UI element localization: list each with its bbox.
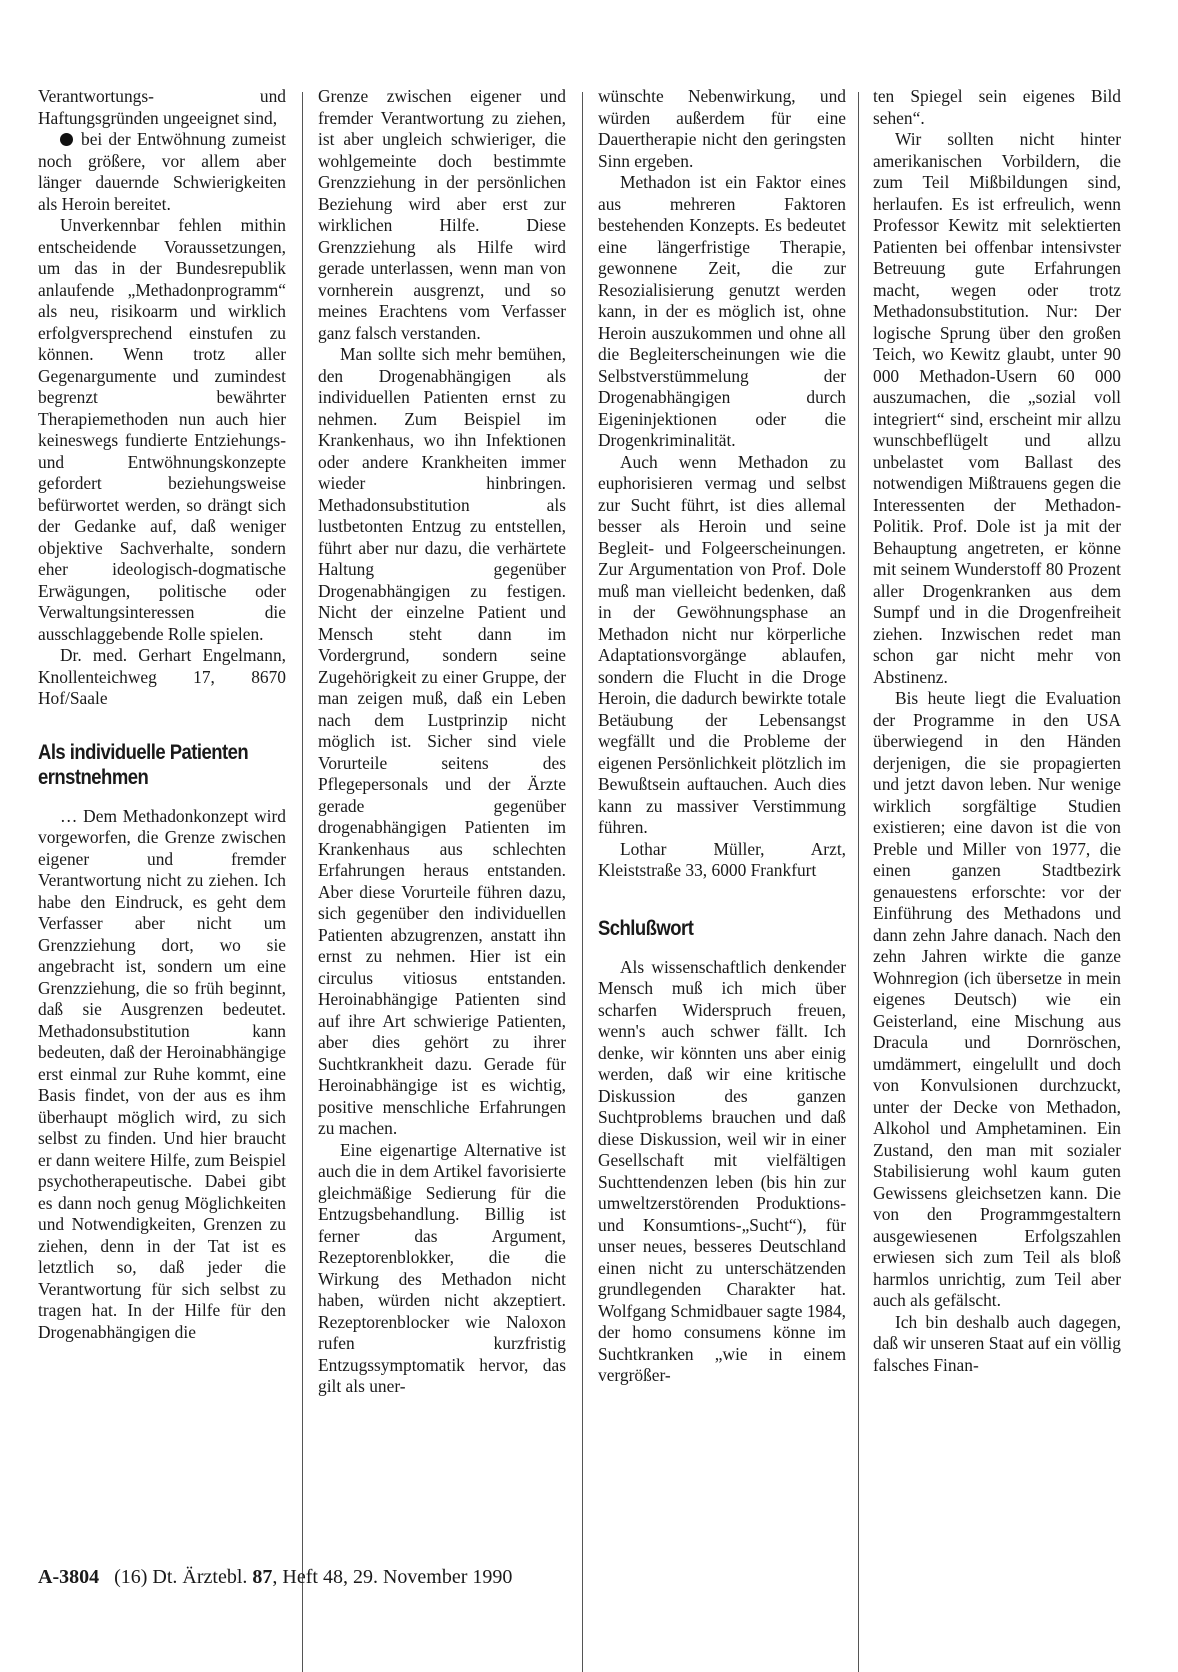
paragraph: Methadon ist ein Faktor eines aus mehreren Faktoren bestehenden Konzepts. Es bedeutet eine längerfristige Therapie, gewonnene Zeit, die zur Resozialisierung genutzt werden kann, in der es möglich ist, ohne Heroin auszukommen und ohne all die Begleiterscheinungen wie die Selbstverstümmelung der Drogenabhängigen durch Eigeninjektionen oder die Drogenkriminalität. — [598, 172, 846, 450]
paragraph: Ich bin deshalb auch dagegen, daß wir unseren Staat auf ein völlig falsches Finan- — [873, 1311, 1121, 1375]
column-divider — [858, 92, 859, 1672]
paragraph: Unverkennbar fehlen mithin entscheidende Voraussetzungen, um das in der Bundesrepublik anlaufende „Methadonprogramm“ als neu, risikoarm und wirklich erfolgversprechend einstufen zu können. Wenn trotz aller Gegenargumente und zumindest begrenzt bewährter Therapiemethoden nun auch hier keineswegs fundierte Entziehungs- und Entwöhnungskonzepte gefordert beziehungsweise befürwortet werden, so drängt sich der Gedanke auf, daß weniger objektive Sachverhalte, sondern eher ideologisch-dogmatische Erwägungen, politische oder Verwaltungsinteressen die ausschlaggebende Rolle spielen. — [38, 215, 286, 644]
paragraph: wünschte Nebenwirkung, und würden außerdem für eine Dauertherapie nicht den geringsten Sinn ergeben. — [598, 86, 846, 171]
paragraph: Auch wenn Methadon zu euphorisieren vermag und selbst zur Sucht führt, ist dies allemal besser als Heroin und seine Begleit- und Folgeerscheinungen. Zur Argumentation von Prof. Dole muß man vielleicht bedenken, daß in der Gewöhnungsphase an Methadon nicht nur körperliche Adaptationsvorgänge ablaufen, sondern die Flucht in die Droge Heroin, die dadurch bewirkte totale Betäubung der Lebensangst wegfällt und die Probleme der eigenen Persönlichkeit plötzlich im Bewußtsein auftauchen. Auch dies kann zu massiver Verstimmung führen. — [598, 451, 846, 837]
column-1 — [38, 86, 286, 1343]
column-2 — [318, 86, 566, 1398]
paragraph: ten Spiegel sein eigenes Bild sehen“. — [873, 86, 1121, 128]
bullet-item — [38, 129, 286, 215]
letter-signature: Lothar Müller, Arzt, Kleiststraße 33, 6000 Frankfurt — [598, 838, 846, 880]
paragraph: Als wissenschaftlich denkender Mensch muß ich mich über scharfen Widerspruch freuen, wenn's auch schwer fällt. Ich denke, wir könnten uns aber einig werden, daß wir eine kritische Diskussion des ganzen Suchtproblems brauchen und daß diese Diskussion, weil wir in einer Gesellschaft mit vielfältigen Suchttendenzen leben (bis hin zur umweltzerstörenden Produktions- und Konsumtions-„Sucht“), für unser neues, besseres Deutschland einen nicht zu unterschätzenden grundlegenden Charakter hat. Wolfgang Schmidbauer sagte 1984, der homo consumens könne im Suchtkranken „wie in einem vergrößer- — [598, 956, 846, 1385]
bullet-text: bei der Entwöhnung zumeist noch größere, vor allem aber länger dauernde Schwierigkeiten als Heroin bereitet. — [38, 129, 286, 214]
paragraph: … Dem Methadonkonzept wird vorgeworfen, die Grenze zwischen eigener und fremder Verantwortung nicht zu ziehen. Ich habe den Eindruck, es geht dem Verfasser aber nicht um Grenzziehung dort, wo sie angebracht ist, sondern um eine Grenzziehung, die so früh beginnt, daß sie Ausgrenzen bedeutet. Methadonsubstitution kann bedeuten, daß der Heroinabhängige erst einmal zur Ruhe kommt, eine Basis findet, von der aus es ihm überhaupt möglich wird, zu sich selbst zu finden. Und hier braucht er dann weitere Hilfe, zum Beispiel psychotherapeutische. Dabei gibt es dann noch genug Möglichkeiten und Notwendigkeiten, Grenzen zu ziehen, denn in der Tat ist es letztlich so, daß jeder die Verantwortung für sich selbst zu tragen hat. In der Hilfe für den Drogenabhängigen die — [38, 805, 286, 1342]
column-divider — [582, 92, 583, 1672]
paragraph: Man sollte sich mehr bemühen, den Drogenabhängigen als individuellen Patienten ernst zu nehmen. Zum Beispiel im Krankenhaus, wo ihn Infektionen oder andere Krankheiten immer wieder hinbringen. Methadonsubstitution als lustbetonten Entzug zu entstellen, führt aber nur dazu, die verhärtete Haltung gegenüber Drogenabhängigen zu festigen. Nicht der einzelne Patient und Mensch steht dann im Vordergrund, sondern seine Zugehörigkeit zu einer Gruppe, der man zeigen muß, daß ein Leben nach dem Lustprinzip nicht möglich ist. Sicher sind viele Vorurteile seitens des Pflegepersonals und der Ärzte gerade gegenüber drogenabhängigen Patienten im Krankenhaus aus schlechten Erfahrungen heraus entstanden. Aber diese Vorurteile führen dazu, sich gegenüber den individuellen Patienten abzugrenzen, anstatt ihn ernst zu nehmen. Hier ist ein circulus vitiosus entstanden. Heroinabhängige Patienten sind auf ihre Art schwierige Patienten, aber dies gehört zu ihrer Suchtkrankheit dazu. Gerade für Heroinabhängige ist es wichtig, positive menschliche Erfahrungen zu machen. — [318, 344, 566, 1138]
paragraph: Eine eigenartige Alternative ist auch die in dem Artikel favorisierte gleichmäßige Sedierung für die Entzugsbehandlung. Billig ist ferner das Argument, Rezeptorenblokker, die die Wirkung des Methadon nicht haben, würden nicht akzeptiert. Rezeptorenblocker wie Naloxon rufen kurzfristig Entzugssymptomatik hervor, das gilt als uner- — [318, 1139, 566, 1396]
paragraph: Verantwortungs- und Haftungsgründen ungeeignet sind, — [38, 86, 286, 128]
paragraph: Bis heute liegt die Evaluation der Programme in den USA überwiegend in den Händen derjenigen, die sie propagierten und jetzt davon leben. Nur wenige wirklich sorgfältige Studien existieren; eine davon ist die von Preble und Miller von 1977, die einen ganzen Stadtbezirk genauestens erforschte: vor der Einführung des Methadons und dann zehn Jahre danach. Nach den zehn Jahren wirkte die ganze Wohnregion (ich übersetze in mein eigenes Deutsch) wie ein Geisterland, eine Mischung aus Dracula und Dornröschen, umdämmert, eingelullt und doch von Konvulsionen durchzuckt, unter der Decke von Methadon, Alkohol und Amphetaminen. Ein Zustand, den man mit sozialer Stabilisierung wohl kaum guten Gewissens gleichsetzen kann. Die von den Programmgestaltern ausgewiesenen Erfolgszahlen erwiesen sich zum Teil als bloß harmlos unrichtig, zum Teil aber auch als gefälscht. — [873, 688, 1121, 1310]
column-3 — [598, 86, 846, 1387]
journal-citation: (16) Dt. Ärztebl. — [114, 1566, 248, 1588]
page-footer — [38, 1566, 512, 1589]
section-heading: Als individuelle Patienten ernstnehmen — [38, 740, 249, 789]
volume-number: 87 — [252, 1566, 273, 1588]
bullet-icon — [60, 133, 73, 146]
page-code: A-3804 — [38, 1566, 100, 1588]
section-heading: Schlußwort — [598, 916, 694, 940]
paragraph: Wir sollten nicht hinter amerikanischen Vorbildern, die zum Teil Mißbildungen sind, herlaufen. Es ist erfreulich, wenn Professor Kewitz mit selektierten Patienten bei offenbar intensivster Betreuung gute Erfahrungen macht, wegen oder trotz Methadonsubstitution. Nur: Der logische Sprung über den großen Teich, wo Kewitz glaubt, unter 90 000 Methadon-Usern 60 000 auszumachen, die „sozial voll integriert“ sind, erscheint mir allzu wunschbeflügelt und allzu unbelastet vom Ballast des notwendigen Mißtrauens gegen die Interessenten der Methadon-Politik. Prof. Dole ist ja mit der Behauptung angetreten, er könne mit seinem Wunderstoff 80 Prozent aller Drogenkranken aus dem Sumpf und in die Drogenfreiheit ziehen. Inzwischen redet man schon gar nicht mehr von Abstinenz. — [873, 129, 1121, 687]
letter-signature: Dr. med. Gerhart Engelmann, Knollenteichweg 17, 8670 Hof/Saale — [38, 645, 286, 708]
column-divider — [302, 92, 303, 1672]
column-4 — [873, 86, 1121, 1376]
issue-date: , Heft 48, 29. November 1990 — [272, 1566, 513, 1588]
paragraph: Grenze zwischen eigener und fremder Verantwortung zu ziehen, ist aber ungleich schwieriger, die wohlgemeinte doch bestimmte Grenzziehung in der persönlichen Beziehung wird aber erst zur wirklichen Hilfe. Diese Grenzziehung als Hilfe wird gerade unterlassen, wenn man von vornherein ausgrenzt, und so meines Erachtens vom Verfasser ganz falsch verstanden. — [318, 86, 566, 343]
